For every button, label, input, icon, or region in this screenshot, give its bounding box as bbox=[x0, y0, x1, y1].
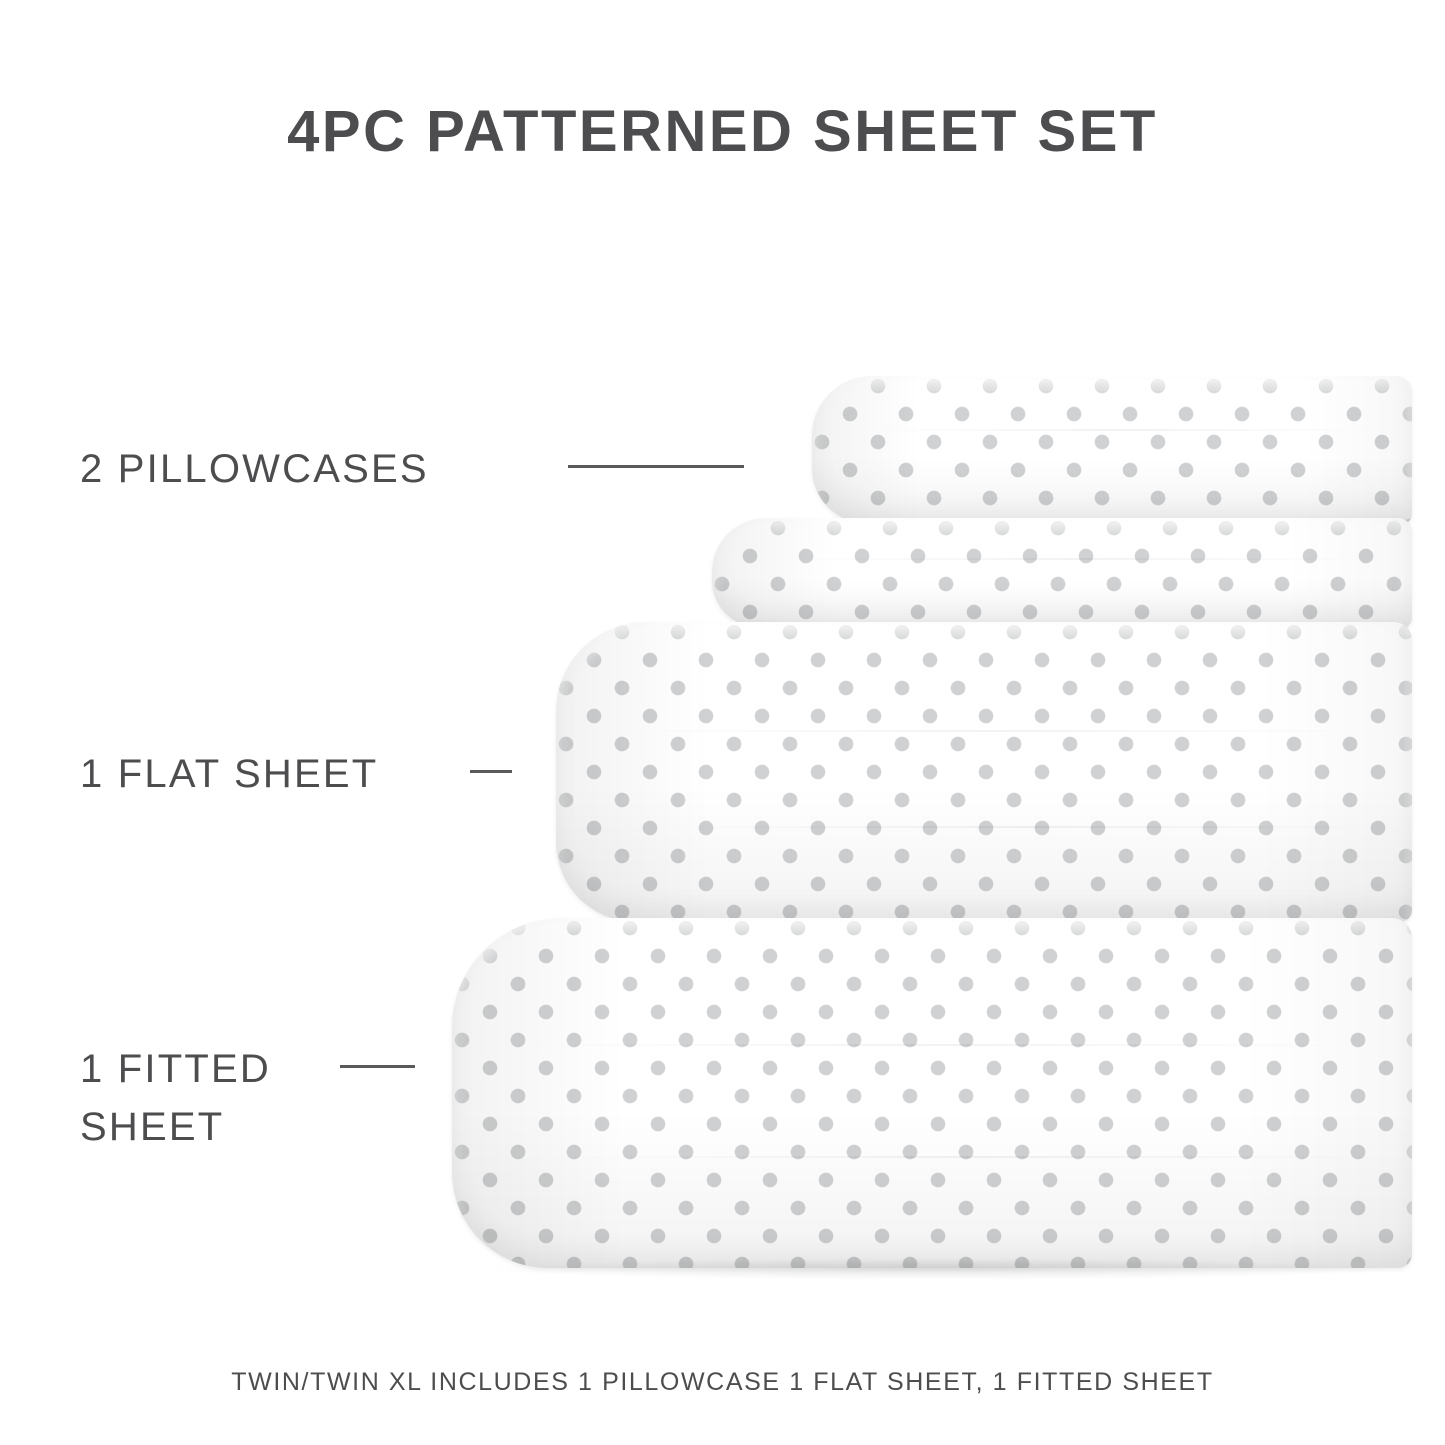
leader-line-pillowcases bbox=[568, 465, 744, 468]
callout-label-pillowcases: 2 PILLOWCASES bbox=[80, 447, 429, 491]
fitted-sheet-graphic bbox=[452, 918, 1412, 1268]
pillowcase-bottom-graphic bbox=[712, 518, 1412, 628]
pillowcase-bottom-shading bbox=[712, 518, 1412, 628]
fitted-sheet-shading bbox=[452, 918, 1412, 1268]
pillowcase-top-shading bbox=[812, 376, 1412, 524]
fabric-crease bbox=[572, 1156, 1382, 1158]
leader-line-fitted-sheet bbox=[340, 1065, 415, 1068]
fabric-crease bbox=[512, 1044, 1372, 1046]
callout-label-fitted-sheet-line1: 1 FITTED bbox=[80, 1047, 271, 1091]
callout-label-flat-sheet: 1 FLAT SHEET bbox=[80, 752, 379, 796]
fabric-crease bbox=[616, 730, 1372, 732]
flat-sheet-shading bbox=[556, 622, 1412, 922]
callout-label-fitted-sheet-line2: SHEET bbox=[80, 1105, 225, 1149]
leader-line-flat-sheet bbox=[470, 770, 512, 773]
fabric-crease bbox=[772, 558, 1372, 560]
fabric-crease bbox=[872, 429, 1372, 431]
stack-drop-shadow bbox=[470, 1258, 1400, 1280]
fabric-crease bbox=[676, 826, 1382, 828]
callout-label-fitted-sheet bbox=[80, 1040, 271, 1156]
pillowcase-top-graphic bbox=[812, 376, 1412, 524]
page-title: 4PC PATTERNED SHEET SET bbox=[287, 99, 1158, 164]
footer-note: TWIN/TWIN XL INCLUDES 1 PILLOWCASE 1 FLAT SHEET, 1 FITTED SHEET bbox=[231, 1368, 1214, 1396]
flat-sheet-graphic bbox=[556, 622, 1412, 922]
